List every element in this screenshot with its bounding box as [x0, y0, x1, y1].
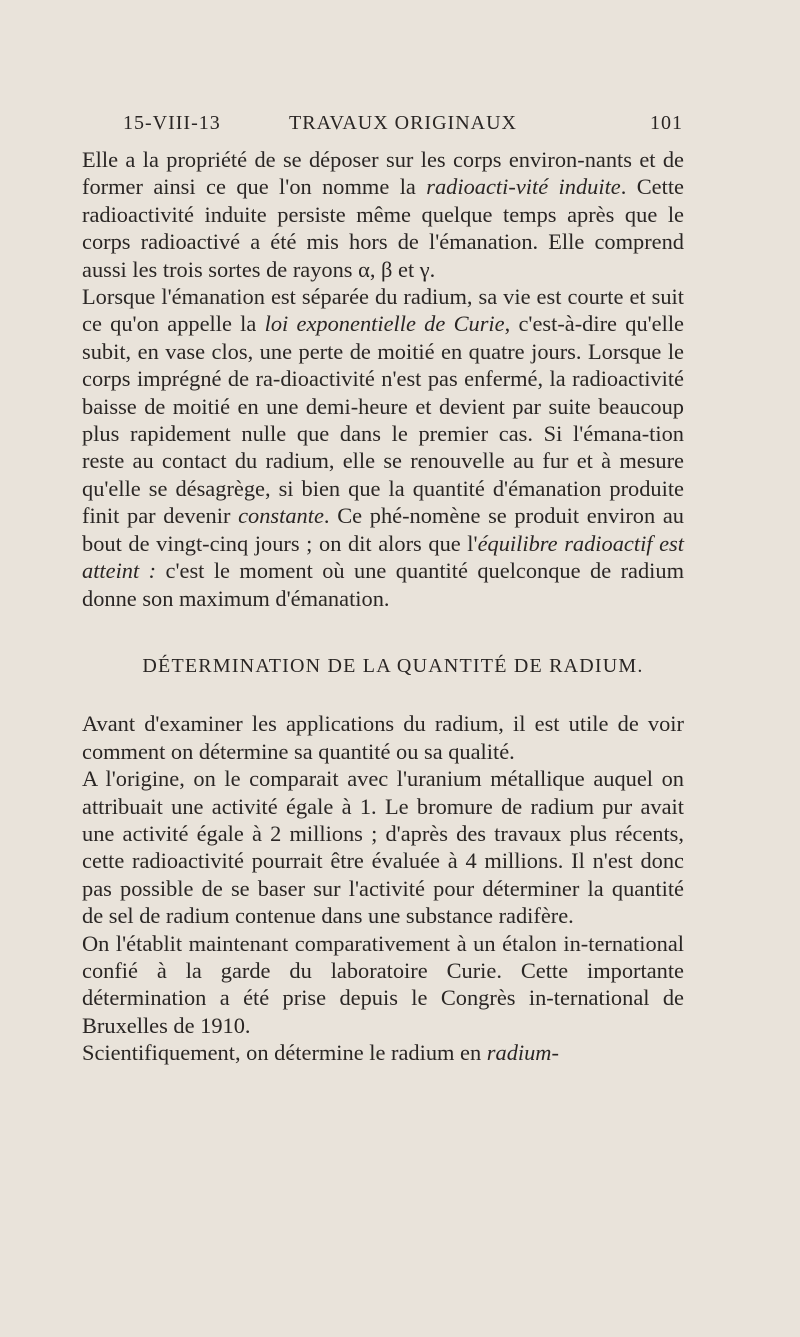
header-title: TRAVAUX ORIGINAUX [289, 112, 517, 134]
paragraph-standard: On l'établit maintenant comparativement à un étalon in-ternational confié à la garde du laboratoire Curie. Cette importante détermination a été prise depuis le Congrès in-ternational de Bruxelles de 1910. [82, 930, 684, 1038]
main-text [82, 146, 684, 1067]
text-span: Lorsque l'émanation est séparée du radium, sa vie est courte et suit ce qu'on appelle la [82, 284, 684, 337]
paragraph-origin: A l'origine, on le comparait avec l'uranium métallique auquel on attribuait une activité égale à 1. Le bromure de radium pur avait une activité égale à 2 millions ; d'après des travaux plus récents, cette radioactivité pourrait être évaluée à 4 millions. Il n'est donc pas possible de se baser sur l'activité pour déterminer la quantité de sel de radium contenue dans une substance radifère. [82, 766, 684, 929]
italic-term: radium- [486, 1040, 559, 1066]
italic-term: loi exponentielle de Curie [264, 311, 505, 337]
text-span: c'est le moment où une quantité quelconque de radium donne son maximum d'émanation. [82, 558, 684, 611]
paragraph-induced-radioactivity [82, 146, 684, 283]
page-number: 101 [650, 112, 683, 134]
italic-term: radioacti-vité induite [426, 174, 621, 200]
paragraph-introduction: Avant d'examiner les applications du radium, il est utile de voir comment on détermine sa quantité ou sa qualité. [82, 711, 684, 764]
section-heading: DÉTERMINATION DE LA QUANTITÉ DE RADIUM. [142, 654, 644, 677]
text-span: . Cette radioactivité induite persiste même quelque temps après que le corps radioactivé a été mis hors de l'émanation. Elle comprend aussi les trois sortes de rayons α, β et γ. [82, 174, 684, 282]
italic-term: constante [238, 503, 324, 529]
text-span: Elle a la propriété de se déposer sur les corps environ-nants et de former ainsi ce que l'on nomme la [82, 147, 684, 200]
text-span: Scientifiquement, on détermine le radium en [82, 1040, 487, 1066]
text-span: . Ce phé-nomène se produit environ au bout de vingt-cinq jours ; on dit alors que l' [82, 503, 684, 556]
paragraph-emanation-decay [82, 283, 684, 612]
header-date: 15-VIII-13 [123, 112, 221, 134]
text-span: , c'est-à-dire qu'elle subit, en vase clos, une perte de moitié en quatre jours. Lorsque le corps imprégné de ra-dioactivité n'est pas enfermé, la radioactivité baisse de moitié en une demi-heure et devient par suite beaucoup plus rapidement nulle que dans le premier cas. Si l'émana-tion reste au contact du radium, elle se renouvelle au fur et à mesure qu'elle se désagrège, si bien que la quantité d'émanation produite finit par devenir [82, 311, 684, 529]
italic-term: équilibre radioactif est atteint : [82, 530, 684, 584]
paragraph-scientific [82, 1039, 684, 1066]
